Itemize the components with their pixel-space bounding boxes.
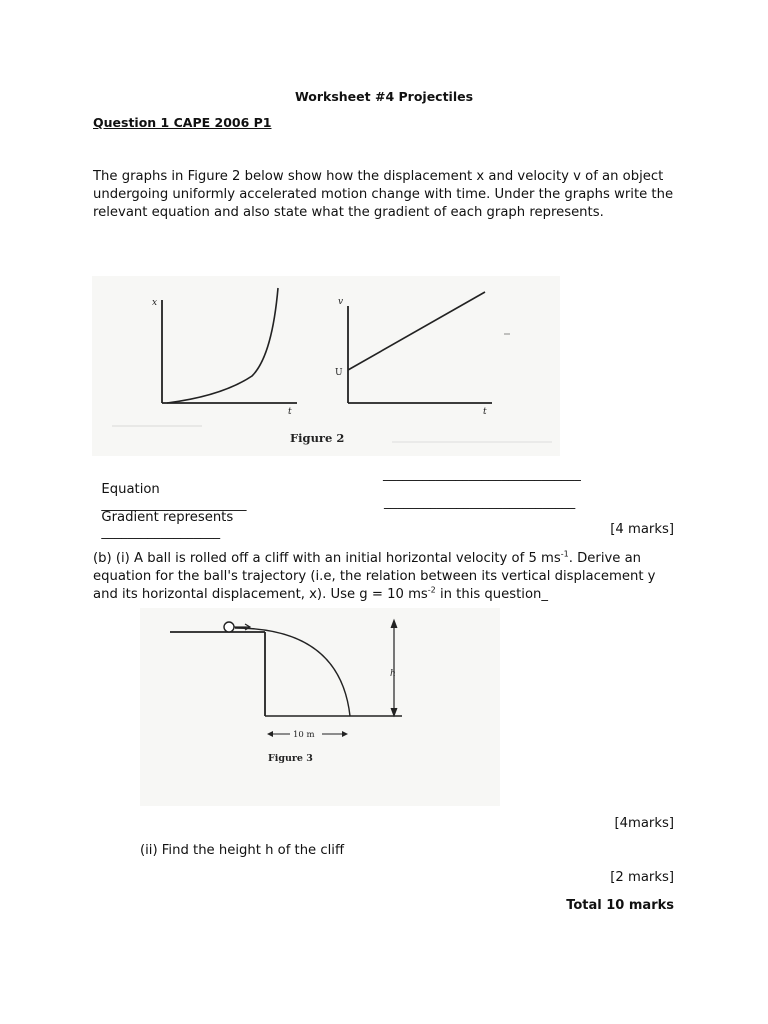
gradient-label: Gradient represents bbox=[101, 510, 234, 525]
trajectory-curve bbox=[235, 628, 350, 716]
distance-arrowhead-right bbox=[342, 731, 348, 737]
graph1-x-label: t bbox=[288, 407, 292, 417]
height-arrow-top bbox=[391, 620, 397, 628]
marks-part-b-i: [4marks] bbox=[614, 816, 674, 831]
graph2-velocity-line bbox=[348, 292, 485, 370]
unit2-exponent: -2 bbox=[427, 585, 436, 595]
graph1-y-label: x bbox=[152, 298, 158, 308]
part-b-i-text-3: in this question_ bbox=[435, 587, 548, 602]
gradient-blank-1[interactable]: __________________ bbox=[101, 525, 221, 540]
question-heading: Question 1 CAPE 2006 P1 bbox=[93, 115, 272, 130]
intro-paragraph: The graphs in Figure 2 below show how the displacement x and velocity v of an object undergoing uniformly accelerated motion change with time. Under the graphs write the relevant equation and also state what the gradient of each graph represents. bbox=[93, 169, 674, 220]
figure-2-caption: Figure 2 bbox=[290, 431, 345, 445]
part-b-ii-text: (ii) Find the height h of the cliff bbox=[140, 843, 345, 858]
figure-2 bbox=[92, 276, 560, 456]
equation-blank-2[interactable]: ______________________________ bbox=[383, 467, 581, 482]
part-b-i-text bbox=[93, 550, 683, 604]
worksheet-title: Worksheet #4 Projectiles bbox=[294, 89, 474, 104]
distance-label: 10 m bbox=[293, 730, 315, 740]
height-label: h bbox=[390, 669, 396, 679]
figure-3 bbox=[140, 608, 500, 806]
part-b-i-text-2: . Derive an equation for the ball's trajectory (i.e, the relation between its vertical displacement y and its horizontal displacement, x). Use g = 10 ms bbox=[93, 551, 656, 602]
figure-3-caption: Figure 3 bbox=[268, 753, 313, 764]
graph2-intercept-label: U bbox=[335, 368, 343, 378]
equation-label: Equation bbox=[101, 482, 160, 497]
marks-part-b-ii: [2 marks] bbox=[610, 870, 674, 885]
equation-blank-1[interactable]: ______________________ bbox=[101, 497, 247, 512]
unit1-exponent: -1 bbox=[560, 549, 569, 559]
height-arrow-bottom bbox=[391, 708, 397, 716]
total-marks: Total 10 marks bbox=[566, 898, 674, 913]
ball bbox=[224, 622, 234, 632]
graph2-y-label: v bbox=[338, 297, 344, 307]
graph2-x-label: t bbox=[483, 407, 487, 417]
distance-arrowhead-left bbox=[267, 731, 273, 737]
gradient-row bbox=[93, 495, 233, 540]
figure-2-graphs bbox=[92, 276, 560, 456]
marks-part-a: [4 marks] bbox=[610, 522, 674, 537]
figure-3-diagram bbox=[140, 608, 500, 806]
part-b-i-text-1: (b) (i) A ball is rolled off a cliff with an initial horizontal velocity of 5 ms bbox=[93, 551, 561, 566]
graph1-displacement-curve bbox=[167, 288, 278, 403]
gradient-blank-2[interactable]: _____________________________ bbox=[384, 495, 576, 510]
